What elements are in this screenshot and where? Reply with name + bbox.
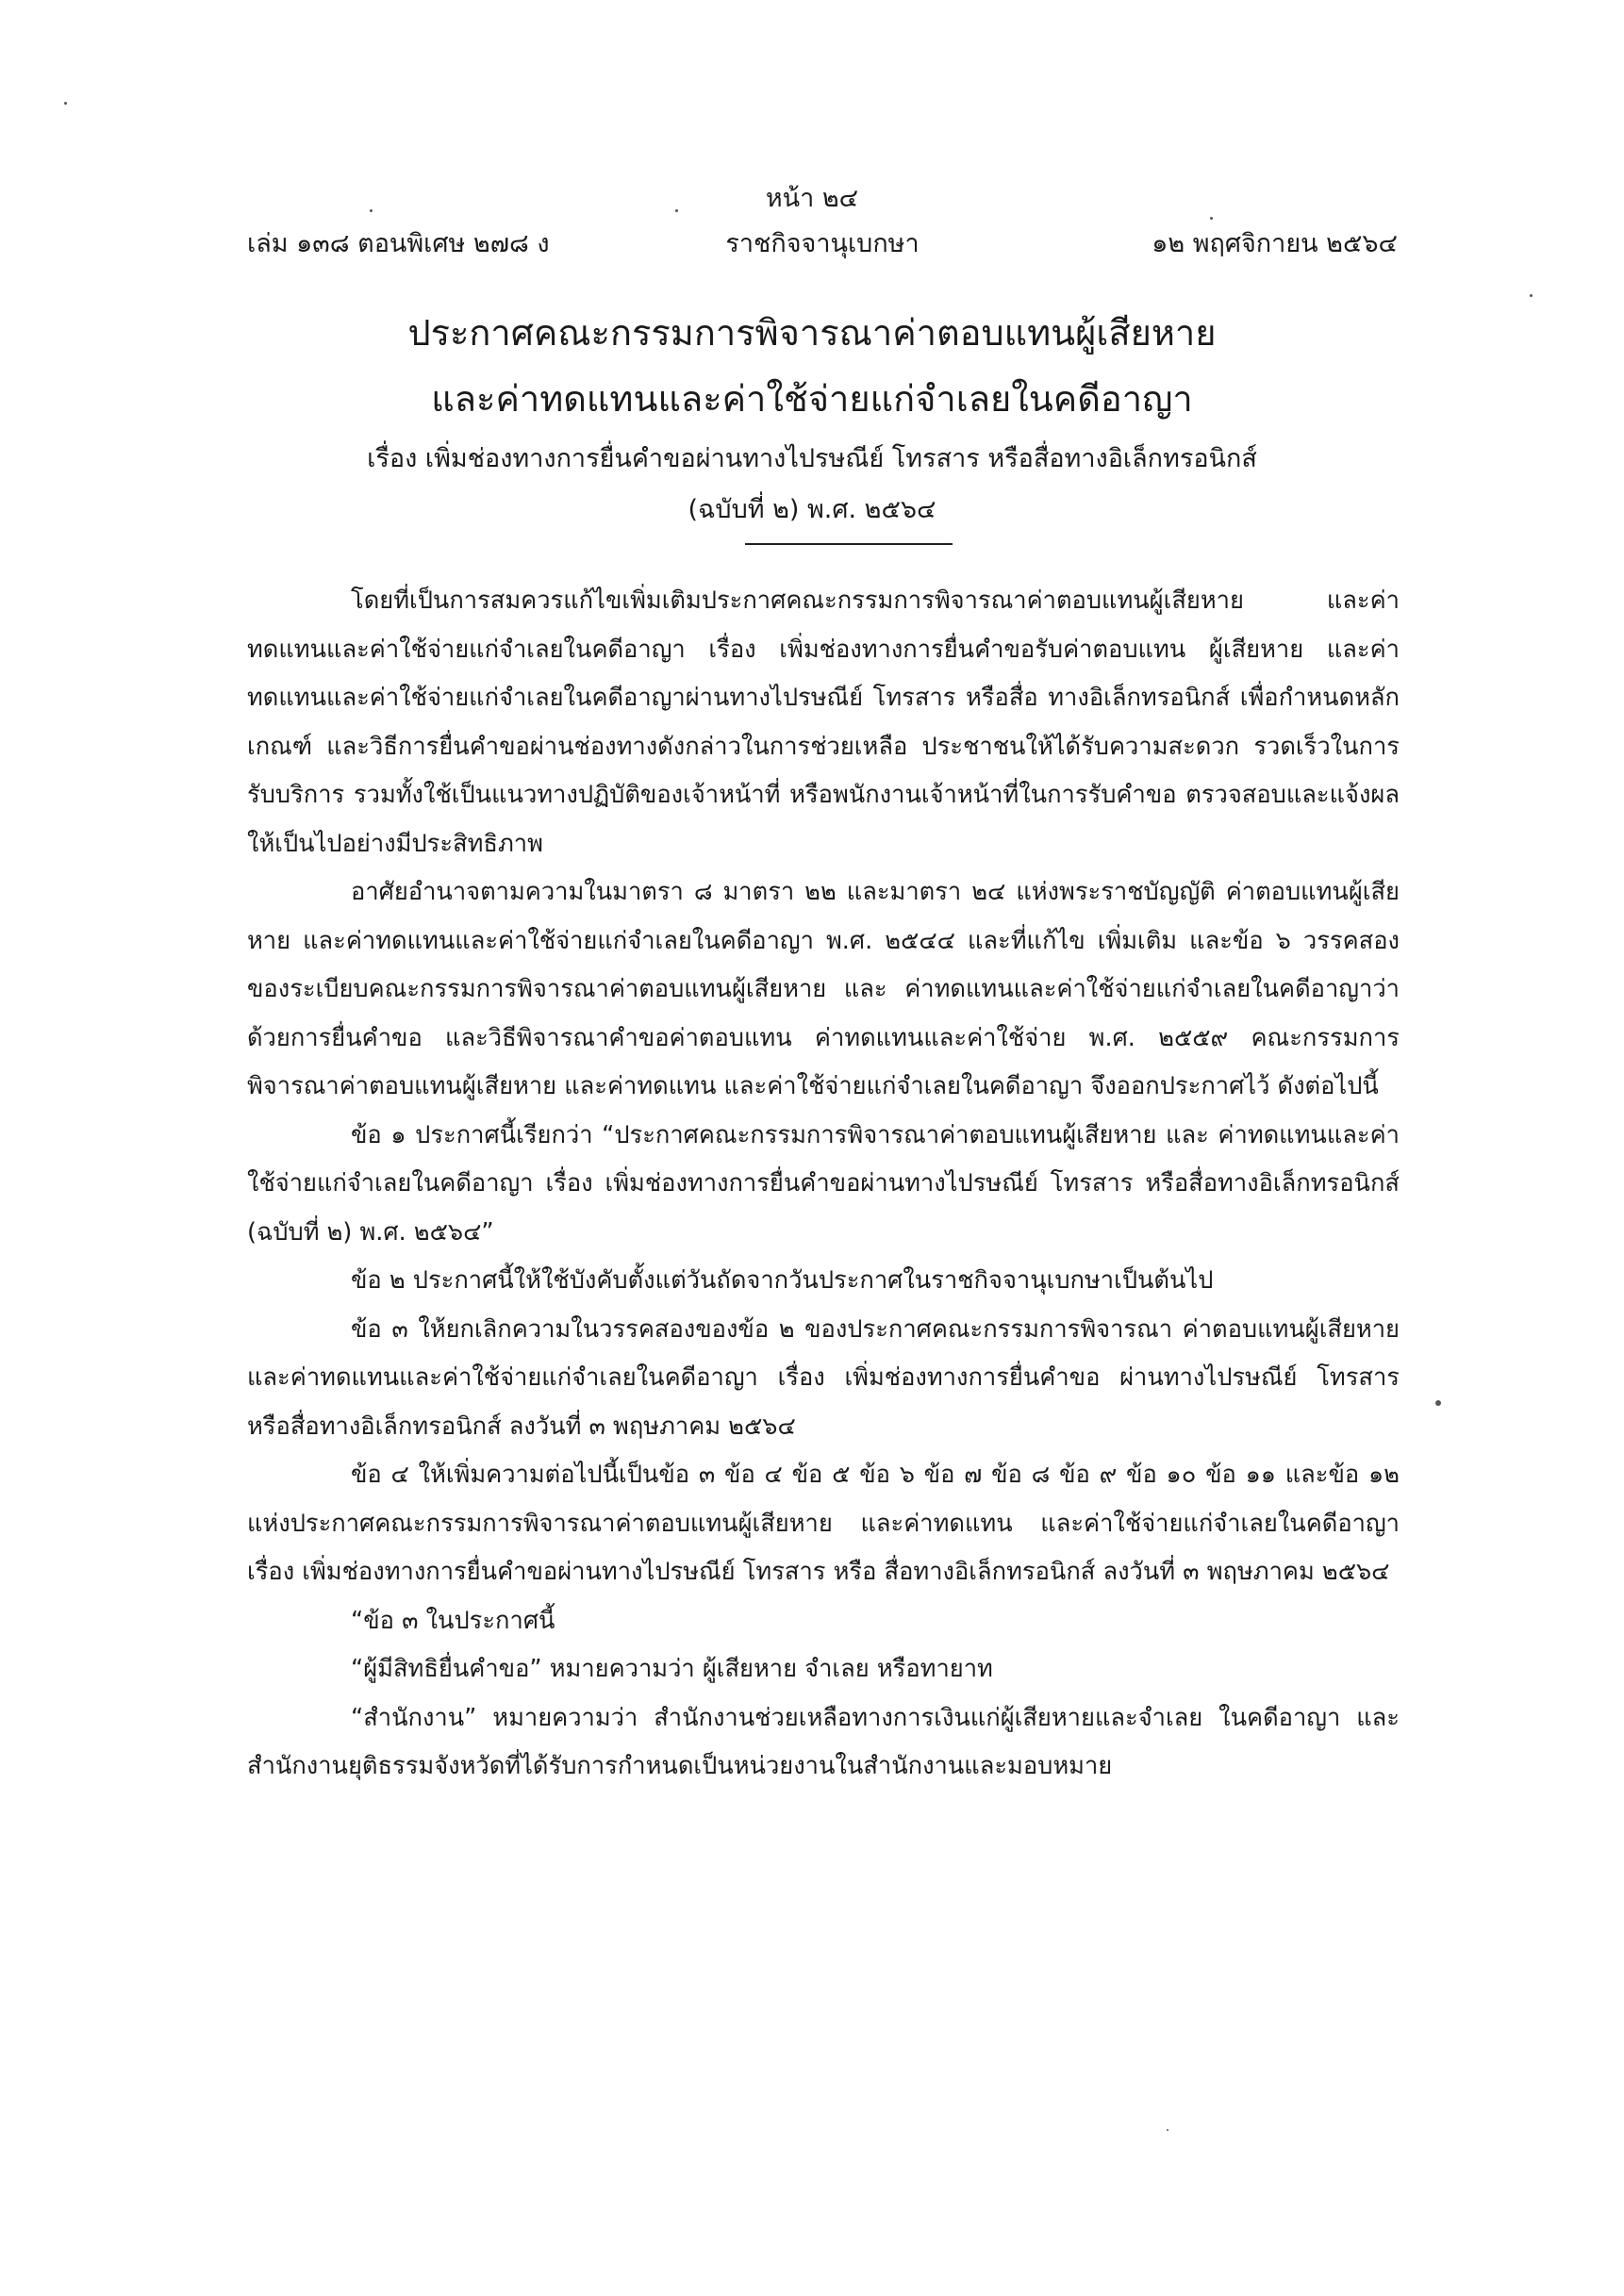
clause-4: ข้อ ๔ ให้เพิ่มความต่อไปนี้เป็นข้อ ๓ ข้อ ๔ ข้อ ๕ ข้อ ๖ ข้อ ๗ ข้อ ๘ ข้อ ๙ ข้อ ๑๐ ข้อ ๑๑ และข้อ ๑๒ แห่งประกาศคณะกรรมการพิจารณาค่าตอบแทนผู้เสียหาย และค่าทดแทน และค่าใช้จ่ายแก่จำเลยในคดีอาญา เรื่อง เพิ่มช่องทางการยื่นคำขอผ่านทางไปรษณีย์ โทรสาร หรือ สื่อทางอิเล็กทรอนิกส์ ลงวันที่ ๓ พฤษภาคม ๒๕๖๔: [247, 1461, 1400, 1586]
volume-issue: เล่ม ๑๓๘ ตอนพิเศษ ๒๗๘ ง: [247, 229, 550, 258]
announcement-subject: เรื่อง เพิ่มช่องทางการยื่นคำขอผ่านทางไปรษณีย์ โทรสาร หรือสื่อทางอิเล็กทรอนิกส์: [367, 444, 1257, 473]
clause-3: ข้อ ๓ ให้ยกเลิกความในวรรคสองของข้อ ๒ ของประกาศคณะกรรมการพิจารณา ค่าตอบแทนผู้เสียหาย และค่าทดแทนและค่าใช้จ่ายแก่จำเลยในคดีอาญา เรื่อง เพิ่มช่องทางการยื่นคำขอ ผ่านทางไปรษณีย์ โทรสาร หรือสื่อทางอิเล็กทรอนิกส์ ลงวันที่ ๓ พฤษภาคม ๒๕๖๔: [247, 1314, 1400, 1441]
publication-date: ๑๒ พฤศจิกายน ๒๕๖๔: [1152, 229, 1398, 258]
announcement-title-line1: ประกาศคณะกรรมการพิจารณาค่าตอบแทนผู้เสียหาย: [407, 312, 1217, 354]
page-number: หน้า ๒๔: [765, 184, 859, 213]
clause-1: ข้อ ๑ ประกาศนี้เรียกว่า “ประกาศคณะกรรมการพิจารณาค่าตอบแทนผู้เสียหาย และ ค่าทดแทนและค่าใช้จ่ายแก่จำเลยในคดีอาญา เรื่อง เพิ่มช่องทางการยื่นคำขอผ่านทางไปรษณีย์ โทรสาร หรือสื่อทางอิเล็กทรอนิกส์ (ฉบับที่ ๒) พ.ศ. ๒๕๖๔”: [247, 1120, 1400, 1247]
clause-2: ข้อ ๒ ประกาศนี้ให้ใช้บังคับตั้งแต่วันถัดจากวันประกาศในราชกิจจานุเบกษาเป็นต้นไป: [351, 1266, 1214, 1295]
announcement-body: [247, 577, 1400, 1792]
title-divider: [745, 543, 953, 545]
gazette-header: [247, 223, 1398, 266]
announcement-edition: (ฉบับที่ ๒) พ.ศ. ๒๕๖๔: [688, 495, 936, 524]
scan-speck: [1210, 217, 1213, 220]
scan-speck: [1167, 2129, 1168, 2131]
authority-paragraph: อาศัยอำนาจตามความในมาตรา ๘ มาตรา ๒๒ และมาตรา ๒๔ แห่งพระราชบัญญัติ ค่าตอบแทนผู้เสียหาย และค่าทดแทนและค่าใช้จ่ายแก่จำเลยในคดีอาญา พ.ศ. ๒๕๔๔ และที่แก้ไข เพิ่มเติม และข้อ ๖ วรรคสองของระเบียบคณะกรรมการพิจารณาค่าตอบแทนผู้เสียหาย และ ค่าทดแทนและค่าใช้จ่ายแก่จำเลยในคดีอาญาว่าด้วยการยื่นคำขอ และวิธีพิจารณาคำขอค่าตอบแทน ค่าทดแทนและค่าใช้จ่าย พ.ศ. ๒๕๕๙ คณะกรรมการพิจารณาค่าตอบแทนผู้เสียหาย และค่าทดแทน และค่าใช้จ่ายแก่จำเลยในคดีอาญา จึงออกประกาศไว้ ดังต่อไปนี้: [247, 878, 1400, 1100]
scan-speck: [1530, 294, 1533, 297]
inserted-clause-3-heading: “ข้อ ๓ ในประกาศนี้: [351, 1606, 555, 1635]
definition-eligible-applicant: “ผู้มีสิทธิยื่นคำขอ” หมายความว่า ผู้เสียหาย จำเลย หรือทายาท: [351, 1655, 993, 1683]
scan-speck: [370, 209, 373, 212]
scan-speck: [1435, 1400, 1441, 1406]
preamble-paragraph: โดยที่เป็นการสมควรแก้ไขเพิ่มเติมประกาศคณะกรรมการพิจารณาค่าตอบแทนผู้เสียหาย และค่าทดแทนและค่าใช้จ่ายแก่จำเลยในคดีอาญา เรื่อง เพิ่มช่องทางการยื่นคำขอรับค่าตอบแทน ผู้เสียหาย และค่าทดแทนและค่าใช้จ่ายแก่จำเลยในคดีอาญาผ่านทางไปรษณีย์ โทรสาร หรือสื่อ ทางอิเล็กทรอนิกส์ เพื่อกำหนดหลักเกณฑ์ และวิธีการยื่นคำขอผ่านช่องทางดังกล่าวในการช่วยเหลือ ประชาชนให้ได้รับความสะดวก รวดเร็วในการรับบริการ รวมทั้งใช้เป็นแนวทางปฏิบัติของเจ้าหน้าที่ หรือพนักงานเจ้าหน้าที่ในการรับคำขอ ตรวจสอบและแจ้งผลให้เป็นไปอย่างมีประสิทธิภาพ: [247, 586, 1400, 858]
scan-speck: [675, 209, 678, 212]
gazette-name: ราชกิจจานุเบกษา: [725, 229, 920, 258]
definition-office: “สำนักงาน” หมายความว่า สำนักงานช่วยเหลือทางการเงินแก่ผู้เสียหายและจำเลย ในคดีอาญา และสำนักงานยุติธรรมจังหวัดที่ได้รับการกำหนดเป็นหน่วยงานในสำนักงานและมอบหมาย: [247, 1703, 1400, 1780]
announcement-title-line2: และค่าทดแทนและค่าใช้จ่ายแก่จำเลยในคดีอาญา: [431, 378, 1193, 420]
scan-speck: [64, 102, 67, 105]
